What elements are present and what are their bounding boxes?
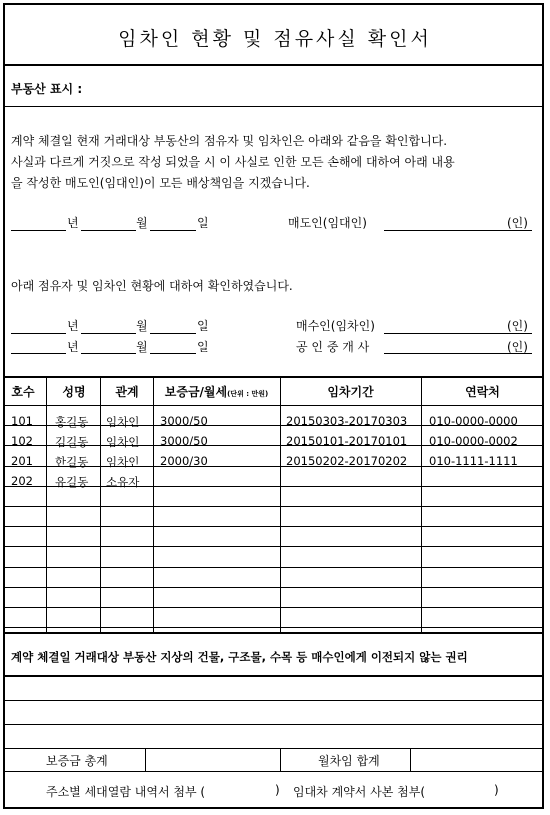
cell-contact: 010-1111-1111 bbox=[429, 454, 518, 468]
cell-name: 김길동 bbox=[55, 435, 89, 449]
cell-deposit: 2000/30 bbox=[160, 454, 208, 468]
month-label: 월 bbox=[136, 216, 148, 230]
cell-relation: 소유자 bbox=[106, 475, 140, 489]
document-title: 임차인 현황 및 점유사실 확인서 bbox=[118, 28, 432, 50]
year-label: 년 bbox=[67, 319, 79, 333]
day-label: 일 bbox=[197, 319, 209, 333]
header-bottom-border bbox=[4, 405, 544, 406]
document-frame bbox=[3, 3, 544, 809]
rights-blank-line[interactable] bbox=[4, 700, 544, 701]
year-blank[interactable] bbox=[11, 353, 66, 354]
month-blank[interactable] bbox=[81, 333, 136, 334]
col-divider bbox=[410, 748, 411, 771]
cell-unit: 101 bbox=[11, 414, 33, 428]
cell-name: 홍길동 bbox=[55, 415, 89, 429]
header-contact: 연락처 bbox=[465, 385, 500, 399]
month-label: 월 bbox=[136, 319, 148, 333]
cell-contact: 010-0000-0002 bbox=[429, 434, 518, 448]
cell-period: 20150202-20170202 bbox=[286, 454, 408, 468]
day-blank[interactable] bbox=[150, 333, 196, 334]
seller-label: 매도인(임대인) bbox=[288, 216, 367, 230]
intro-line-1: 계약 체결일 현재 거래대상 부동산의 점유자 및 임차인은 아래와 같음을 확인합니다. bbox=[11, 134, 448, 148]
col-divider bbox=[421, 377, 422, 632]
header-name: 성명 bbox=[62, 385, 86, 399]
col-divider bbox=[46, 377, 47, 632]
cell-relation: 임차인 bbox=[106, 435, 140, 449]
attachment-lease-close: ) bbox=[494, 783, 499, 797]
cell-contact: 010-0000-0000 bbox=[429, 414, 518, 428]
property-label: 부동산 표시 : bbox=[11, 82, 83, 96]
year-blank[interactable] bbox=[11, 333, 66, 334]
col-divider bbox=[153, 377, 154, 632]
cell-relation: 임차인 bbox=[106, 415, 140, 429]
cell-unit: 201 bbox=[11, 454, 33, 468]
seller-seal: (인) bbox=[507, 216, 528, 230]
cell-name: 유길동 bbox=[55, 475, 89, 489]
year-blank[interactable] bbox=[11, 230, 66, 231]
col-divider bbox=[280, 748, 281, 771]
divider bbox=[4, 748, 544, 749]
day-label: 일 bbox=[197, 216, 209, 230]
attachment-lease-copy: 임대차 계약서 사본 첨부( bbox=[293, 785, 426, 799]
col-divider bbox=[100, 377, 101, 632]
day-blank[interactable] bbox=[150, 230, 196, 231]
buyer-label: 매수인(임차인) bbox=[296, 319, 375, 333]
confirm-text: 아래 점유자 및 임차인 현황에 대하여 확인하였습니다. bbox=[11, 279, 293, 293]
rights-blank-line[interactable] bbox=[4, 724, 544, 725]
row-divider bbox=[4, 526, 544, 527]
cell-deposit: 3000/50 bbox=[160, 434, 208, 448]
row-divider bbox=[4, 546, 544, 547]
day-blank[interactable] bbox=[150, 353, 196, 354]
intro-line-2: 사실과 다르게 거짓으로 작성 되었을 시 이 사실로 인한 모든 손해에 대하여 아래 내용 bbox=[11, 155, 455, 169]
header-unit: 호수 bbox=[11, 385, 35, 399]
row-divider bbox=[4, 627, 544, 628]
month-label: 월 bbox=[136, 340, 148, 354]
row-divider bbox=[4, 567, 544, 568]
row-divider bbox=[4, 506, 544, 507]
header-relation: 관계 bbox=[115, 385, 139, 399]
divider bbox=[4, 64, 544, 66]
row-divider bbox=[4, 607, 544, 608]
attachment-resident-close: ) bbox=[275, 783, 280, 797]
cell-name: 한길동 bbox=[55, 455, 89, 469]
year-label: 년 bbox=[67, 216, 79, 230]
header-deposit-label: 보증금/월세 bbox=[164, 385, 228, 399]
rights-heading: 계약 체결일 거래대상 부동산 지상의 건물, 구조물, 수목 등 매수인에게 이전되지 않는 권리 bbox=[11, 650, 468, 664]
cell-relation: 임차인 bbox=[106, 455, 140, 469]
intro-line-3: 을 작성한 매도인(임대인)이 모든 배상책임을 지겠습니다. bbox=[11, 176, 310, 190]
day-label: 일 bbox=[197, 340, 209, 354]
cell-period: 20150101-20170101 bbox=[286, 434, 408, 448]
cell-unit: 102 bbox=[11, 434, 33, 448]
divider bbox=[4, 771, 544, 772]
rent-total-label: 월차임 합계 bbox=[318, 754, 380, 768]
divider bbox=[4, 106, 544, 107]
row-divider bbox=[4, 587, 544, 588]
attachment-resident-register: 주소별 세대열람 내역서 첨부 ( bbox=[46, 785, 206, 799]
divider bbox=[4, 675, 544, 677]
deposit-unit: (단위 : 만원) bbox=[227, 390, 269, 398]
month-blank[interactable] bbox=[81, 353, 136, 354]
col-divider bbox=[280, 377, 281, 632]
cell-unit: 202 bbox=[11, 474, 33, 488]
buyer-seal: (인) bbox=[507, 319, 528, 333]
col-divider bbox=[145, 748, 146, 771]
agent-seal: (인) bbox=[507, 340, 528, 354]
cell-deposit: 3000/50 bbox=[160, 414, 208, 428]
year-label: 년 bbox=[67, 340, 79, 354]
header-period: 임차기간 bbox=[327, 385, 374, 399]
table-bottom-border bbox=[4, 632, 544, 634]
agent-label: 공 인 중 개 사 bbox=[296, 340, 370, 354]
month-blank[interactable] bbox=[81, 230, 136, 231]
cell-period: 20150303-20170303 bbox=[286, 414, 408, 428]
header-deposit bbox=[153, 383, 280, 400]
deposit-total-label: 보증금 총계 bbox=[46, 754, 108, 768]
table-top-border bbox=[4, 376, 544, 378]
